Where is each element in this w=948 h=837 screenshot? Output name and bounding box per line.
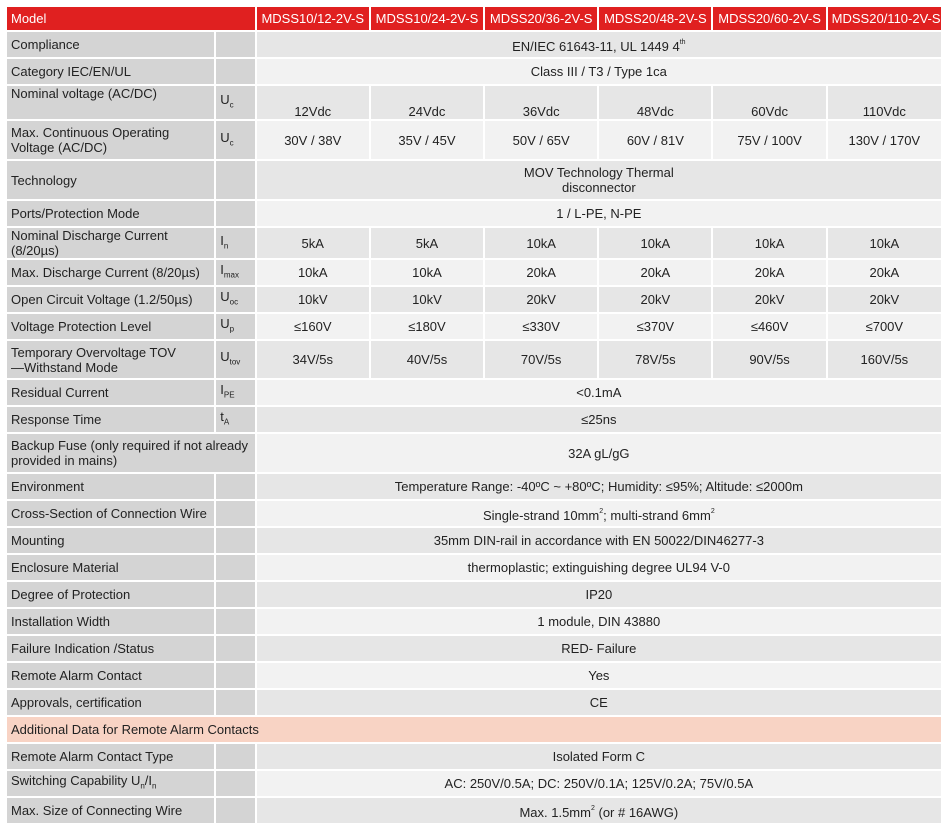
cell-value: 30V / 38V bbox=[257, 121, 369, 159]
section-additional-data bbox=[7, 717, 941, 742]
cell-value: 70V/5s bbox=[485, 341, 597, 378]
row-symbol bbox=[216, 690, 254, 715]
cell-value: 50V / 65V bbox=[485, 121, 597, 159]
row-mounting bbox=[7, 528, 941, 553]
cell-value: 60V / 81V bbox=[599, 121, 711, 159]
cell-value: 10kA bbox=[485, 228, 597, 258]
row-category bbox=[7, 59, 941, 84]
row-value: AC: 250V/0.5A; DC: 250V/0.1A; 125V/0.2A; 75V/0.5A bbox=[257, 771, 941, 796]
row-symbol bbox=[216, 771, 254, 796]
row-symbol bbox=[216, 798, 254, 823]
cell-value: 40V/5s bbox=[371, 341, 483, 378]
row-nominal-discharge bbox=[7, 228, 941, 258]
cell-value: 10kA bbox=[371, 260, 483, 285]
section-title: Additional Data for Remote Alarm Contacts bbox=[7, 717, 941, 742]
row-install-width bbox=[7, 609, 941, 634]
cell-value: 20kA bbox=[599, 260, 711, 285]
model-name: MDSS20/48-2V-S bbox=[599, 7, 711, 30]
cell-value: 20kV bbox=[599, 287, 711, 312]
cell-value: ≤160V bbox=[257, 314, 369, 339]
row-value: RED- Failure bbox=[257, 636, 941, 661]
cell-value: 160V/5s bbox=[828, 341, 941, 378]
row-label: Compliance bbox=[7, 32, 214, 57]
cell-value: 10kV bbox=[257, 287, 369, 312]
row-value: Temperature Range: -40ºC ~ +80ºC; Humidity: ≤95%; Altitude: ≤2000m bbox=[257, 474, 941, 499]
row-label: Voltage Protection Level bbox=[7, 314, 214, 339]
row-label: Response Time bbox=[7, 407, 214, 432]
row-symbol: $I_{PE}$ bbox=[216, 380, 254, 405]
row-symbol bbox=[216, 161, 254, 199]
row-symbol bbox=[216, 609, 254, 634]
row-label: Approvals, certification bbox=[7, 690, 214, 715]
row-environment bbox=[7, 474, 941, 499]
row-label: Enclosure Material bbox=[7, 555, 214, 580]
row-label: Residual Current bbox=[7, 380, 214, 405]
row-symbol bbox=[216, 201, 254, 226]
row-symbol: $U_{tov}$ bbox=[216, 341, 254, 378]
cell-value: 90V/5s bbox=[713, 341, 825, 378]
row-label: Remote Alarm Contact Type bbox=[7, 744, 214, 769]
row-symbol: $I_{max}$ bbox=[216, 260, 254, 285]
row-value: <0.1mA bbox=[257, 380, 941, 405]
cell-value: 75V / 100V bbox=[713, 121, 825, 159]
row-value: EN/IEC 61643-11, UL 1449 4th bbox=[257, 32, 941, 57]
cell-value: 60Vdc bbox=[713, 86, 825, 119]
row-value: 1 module, DIN 43880 bbox=[257, 609, 941, 634]
model-header: Model bbox=[7, 7, 255, 30]
row-symbol: $t_A$ bbox=[216, 407, 254, 432]
cell-value: 5kA bbox=[371, 228, 483, 258]
row-cross-section bbox=[7, 501, 941, 526]
row-ports bbox=[7, 201, 941, 226]
cell-value: 5kA bbox=[257, 228, 369, 258]
row-wire-size bbox=[7, 798, 941, 823]
cell-value: 110Vdc bbox=[828, 86, 941, 119]
cell-value: 20kA bbox=[485, 260, 597, 285]
row-label: Max. Size of Connecting Wire bbox=[7, 798, 214, 823]
cell-value: 20kV bbox=[713, 287, 825, 312]
row-open-circuit bbox=[7, 287, 941, 312]
row-label: Remote Alarm Contact bbox=[7, 663, 214, 688]
cell-value: ≤700V bbox=[828, 314, 941, 339]
row-value: IP20 bbox=[257, 582, 941, 607]
row-symbol bbox=[216, 636, 254, 661]
row-residual bbox=[7, 380, 941, 405]
row-response bbox=[7, 407, 941, 432]
cell-value: 20kV bbox=[828, 287, 941, 312]
row-label: Nominal voltage (AC/DC) bbox=[7, 86, 214, 119]
cell-value: 36Vdc bbox=[485, 86, 597, 119]
cell-value: 48Vdc bbox=[599, 86, 711, 119]
row-label: Temporary Overvoltage TOV —Withstand Mode bbox=[7, 341, 214, 378]
row-protection-degree bbox=[7, 582, 941, 607]
row-value: Class III / T3 / Type 1ca bbox=[257, 59, 941, 84]
row-mcov bbox=[7, 121, 941, 159]
cell-value: 130V / 170V bbox=[828, 121, 941, 159]
row-value: thermoplastic; extinguishing degree UL94 V-0 bbox=[257, 555, 941, 580]
cell-value: 35V / 45V bbox=[371, 121, 483, 159]
model-name: MDSS10/12-2V-S bbox=[257, 7, 369, 30]
row-value: 32A gL/gG bbox=[257, 434, 941, 472]
row-label: Technology bbox=[7, 161, 214, 199]
row-symbol bbox=[216, 474, 254, 499]
row-symbol: $U_{oc}$ bbox=[216, 287, 254, 312]
row-tov bbox=[7, 341, 941, 378]
row-value: 1 / L-PE, N-PE bbox=[257, 201, 941, 226]
cell-value: 24Vdc bbox=[371, 86, 483, 119]
row-contact-type bbox=[7, 744, 941, 769]
row-label: Backup Fuse (only required if not already provided in mains) bbox=[7, 434, 255, 472]
cell-value: ≤370V bbox=[599, 314, 711, 339]
row-failure bbox=[7, 636, 941, 661]
row-symbol bbox=[216, 59, 254, 84]
cell-value: 34V/5s bbox=[257, 341, 369, 378]
row-symbol bbox=[216, 663, 254, 688]
cell-value: ≤330V bbox=[485, 314, 597, 339]
row-max-discharge bbox=[7, 260, 941, 285]
header-row bbox=[7, 7, 941, 30]
row-symbol bbox=[216, 32, 254, 57]
row-value: CE bbox=[257, 690, 941, 715]
row-value: ≤25ns bbox=[257, 407, 941, 432]
row-label: Installation Width bbox=[7, 609, 214, 634]
row-backup-fuse bbox=[7, 434, 941, 472]
row-label: Switching Capability $U_n/I_n$ bbox=[7, 771, 214, 796]
row-label: Nominal Discharge Current (8/20µs) bbox=[7, 228, 214, 258]
row-enclosure bbox=[7, 555, 941, 580]
row-label: Max. Discharge Current (8/20µs) bbox=[7, 260, 214, 285]
row-remote-alarm bbox=[7, 663, 941, 688]
row-switching bbox=[7, 771, 941, 796]
model-name: MDSS20/60-2V-S bbox=[713, 7, 825, 30]
cell-value: 78V/5s bbox=[599, 341, 711, 378]
row-technology bbox=[7, 161, 941, 199]
cell-value: 10kA bbox=[257, 260, 369, 285]
row-value: 35mm DIN-rail in accordance with EN 50022/DIN46277-3 bbox=[257, 528, 941, 553]
model-name: MDSS10/24-2V-S bbox=[371, 7, 483, 30]
row-label: Cross-Section of Connection Wire bbox=[7, 501, 214, 526]
cell-value: ≤460V bbox=[713, 314, 825, 339]
row-value: MOV Technology Thermal disconnector bbox=[257, 161, 941, 199]
row-symbol bbox=[216, 582, 254, 607]
row-symbol: $U_p$ bbox=[216, 314, 254, 339]
row-value: Max. $1.5mm^2$ (or # 16AWG) bbox=[257, 798, 941, 823]
row-symbol: $I_n$ bbox=[216, 228, 254, 258]
row-label: Mounting bbox=[7, 528, 214, 553]
cell-value: 20kA bbox=[828, 260, 941, 285]
row-label: Max. Continuous Operating Voltage (AC/DC) bbox=[7, 121, 214, 159]
row-symbol bbox=[216, 744, 254, 769]
cell-value: 10kA bbox=[713, 228, 825, 258]
cell-value: 10kV bbox=[371, 287, 483, 312]
row-label: Ports/Protection Mode bbox=[7, 201, 214, 226]
cell-value: 20kV bbox=[485, 287, 597, 312]
spec-table bbox=[5, 5, 943, 825]
cell-value: 10kA bbox=[599, 228, 711, 258]
row-value: Yes bbox=[257, 663, 941, 688]
row-nominal-voltage bbox=[7, 86, 941, 119]
row-symbol: $U_c$ bbox=[216, 121, 254, 159]
row-value: Isolated Form C bbox=[257, 744, 941, 769]
row-value: Single-strand $10mm^2$; multi-strand $6mm^2$ bbox=[257, 501, 941, 526]
row-approvals bbox=[7, 690, 941, 715]
cell-value: 20kA bbox=[713, 260, 825, 285]
row-label: Open Circuit Voltage (1.2/50µs) bbox=[7, 287, 214, 312]
row-protection-level bbox=[7, 314, 941, 339]
row-label: Degree of Protection bbox=[7, 582, 214, 607]
row-label: Environment bbox=[7, 474, 214, 499]
row-compliance bbox=[7, 32, 941, 57]
row-symbol bbox=[216, 555, 254, 580]
row-symbol: $U_c$ bbox=[216, 86, 254, 119]
cell-value: ≤180V bbox=[371, 314, 483, 339]
model-name: MDSS20/36-2V-S bbox=[485, 7, 597, 30]
cell-value: 12Vdc bbox=[257, 86, 369, 119]
row-label: Failure Indication /Status bbox=[7, 636, 214, 661]
model-name: MDSS20/110-2V-S bbox=[828, 7, 941, 30]
row-symbol bbox=[216, 501, 254, 526]
cell-value: 10kA bbox=[828, 228, 941, 258]
row-label: Category IEC/EN/UL bbox=[7, 59, 214, 84]
row-symbol bbox=[216, 528, 254, 553]
